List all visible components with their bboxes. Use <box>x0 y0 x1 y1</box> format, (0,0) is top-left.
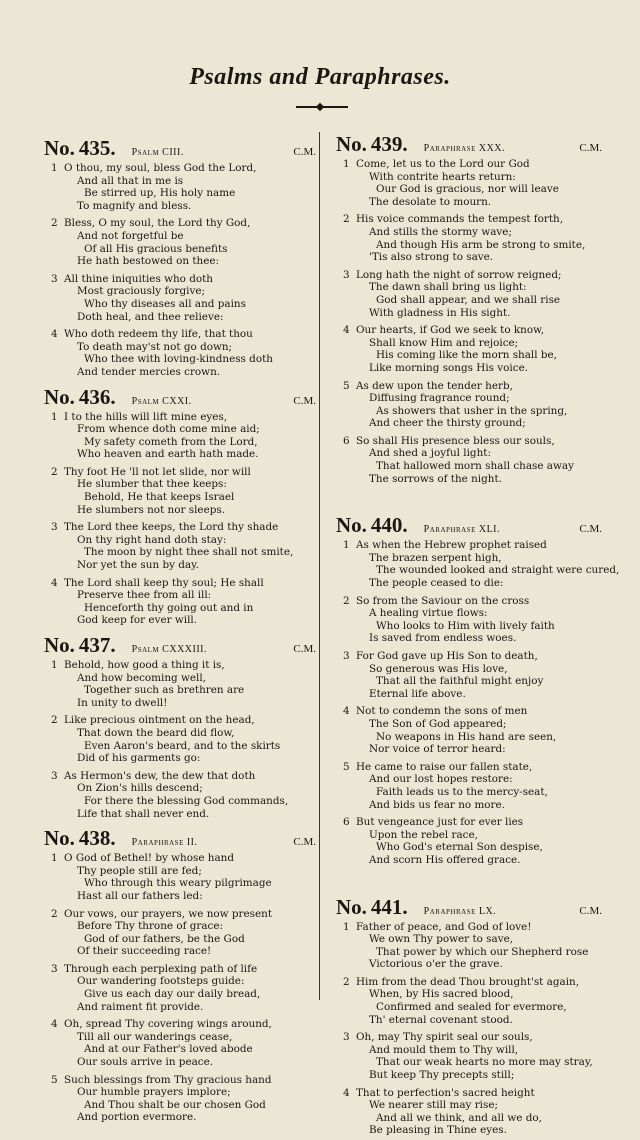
psalm-heading <box>336 513 602 537</box>
verse-line: The brazen serpent high, <box>369 551 502 564</box>
verse-line <box>44 714 316 727</box>
verse-line <box>44 273 316 286</box>
verse-line: Together such as brethren are <box>84 684 245 697</box>
psalm-number-label: No. <box>336 894 367 919</box>
verse-line <box>44 466 316 479</box>
verse-line: Confirmed and sealed for evermore, <box>376 1001 567 1014</box>
psalm-meter: C.M. <box>293 394 316 407</box>
verse-line: Who looks to Him with lively faith <box>376 619 555 632</box>
verse-text: Thy foot He 'll not let slide, nor will <box>64 465 251 478</box>
stanza <box>44 577 316 627</box>
verse-line: On Zion's hills descend; <box>77 782 203 795</box>
stanza <box>44 714 316 764</box>
verse-text: Long hath the night of sorrow reigned; <box>356 268 562 281</box>
verse-line: He slumbers not nor sleeps. <box>77 503 226 516</box>
verse-text: Him from the dead Thou brought'st again, <box>356 975 580 988</box>
verse-line: Nor voice of terror heard: <box>369 743 506 756</box>
stanza <box>44 659 316 709</box>
verse-line: Be pleasing in Thine eyes. <box>369 1124 507 1137</box>
stanza <box>44 908 316 958</box>
verse-line: God of our fathers, be the God <box>84 932 245 945</box>
verse-line: Hast all our fathers led: <box>77 889 203 902</box>
verse-line <box>44 328 316 341</box>
verse-line: He slumber that thee keeps: <box>77 478 227 491</box>
verse-number: 4 <box>51 328 58 341</box>
verse-text: As when the Hebrew prophet raised <box>356 539 547 552</box>
psalm-heading <box>336 895 602 919</box>
verse-text: As dew upon the tender herb, <box>356 379 513 392</box>
stanza <box>44 466 316 516</box>
verse-line: As showers that usher in the spring, <box>376 404 568 417</box>
verse-text: Behold, how good a thing it is, <box>64 659 225 671</box>
verse-line: To magnify and bless. <box>77 199 192 212</box>
verse-number: 1 <box>343 920 350 933</box>
verse-line <box>336 816 602 829</box>
psalm-source: Psalm CXXXIII. <box>131 644 208 655</box>
verse-line: And shed a joyful light: <box>369 447 491 460</box>
stanza <box>44 273 316 323</box>
verse-text: Come, let us to the Lord our God <box>356 158 530 170</box>
verse-line: That our weak hearts no more may stray, <box>376 1056 593 1069</box>
verse-text: Like precious ointment on the head, <box>64 714 255 727</box>
verse-line <box>336 1087 602 1100</box>
verse-line: Who thy diseases all and pains <box>84 297 246 310</box>
verse-line <box>44 521 316 534</box>
verse-text: So shall His presence bless our souls, <box>356 434 555 447</box>
stanza <box>44 963 316 1013</box>
psalm-number-label: No. <box>44 826 75 851</box>
verse-line: Who thee with loving-kindness doth <box>84 353 273 366</box>
verse-number: 4 <box>51 1018 58 1031</box>
verse-line: The dawn shall bring us light: <box>369 281 527 294</box>
psalm-source: Paraphrase XLI. <box>423 524 501 536</box>
verse-line <box>336 269 602 282</box>
column-divider <box>319 132 320 1000</box>
verse-line <box>44 1018 316 1031</box>
verse-line: Of all His gracious benefits <box>84 242 228 255</box>
verse-line: And our lost hopes restore: <box>369 773 513 786</box>
psalm-entry <box>336 895 602 1138</box>
verse-line: And cheer the thirsty ground; <box>369 417 526 430</box>
psalm-number: 438. <box>78 826 116 851</box>
psalm-number: 439. <box>370 132 408 156</box>
verse-line: God keep for ever will. <box>77 614 198 627</box>
verse-text: The Lord shall keep thy soul; He shall <box>64 576 264 589</box>
psalm-heading <box>44 136 316 160</box>
verse-line: The desolate to mourn. <box>369 195 492 208</box>
verse-line: 'Tis also strong to save. <box>369 251 494 264</box>
psalm-meter: C.M. <box>579 904 602 917</box>
verse-line: With contrite hearts return: <box>369 170 516 183</box>
verse-line: Eternal life above. <box>369 687 466 700</box>
verse-number: 2 <box>51 714 58 727</box>
verse-line: Doth heal, and thee relieve: <box>77 310 224 323</box>
psalm-number: 436. <box>78 384 116 409</box>
verse-text: O God of Bethel! by whose hand <box>64 852 235 865</box>
verse-line <box>44 217 316 230</box>
verse-line: That down the beard did flow, <box>77 726 235 739</box>
verse-line: So generous was His love, <box>369 662 508 675</box>
verse-line: Th' eternal covenant stood. <box>369 1013 513 1026</box>
verse-line: That power by which our Shepherd rose <box>376 945 589 958</box>
stanza <box>336 158 602 208</box>
psalm-source: Paraphrase XXX. <box>423 143 506 154</box>
psalm-source: Psalm CIII. <box>131 147 184 158</box>
psalm-heading <box>44 826 316 850</box>
verse-line: A healing virtue flows: <box>369 607 488 620</box>
verse-number: 1 <box>343 539 350 552</box>
verse-line <box>44 770 316 783</box>
stanza <box>336 1031 602 1081</box>
stanza <box>336 761 602 811</box>
psalm-number-label: No. <box>336 513 367 538</box>
verse-line: Upon the rebel race, <box>369 828 478 841</box>
verse-number: 3 <box>51 272 58 285</box>
verse-line <box>336 650 602 663</box>
verse-line: Give us each day our daily bread, <box>84 988 261 1001</box>
verse-line <box>336 380 602 393</box>
verse-line: The Son of God appeared; <box>369 717 507 730</box>
verse-line: Our souls arrive in peace. <box>77 1056 214 1069</box>
stanza <box>336 595 602 645</box>
stanza <box>44 770 316 820</box>
psalm-source: Paraphrase LX. <box>423 905 497 917</box>
verse-line <box>336 595 602 608</box>
verse-line: The wounded looked and straight were cured, <box>376 564 620 577</box>
verse-number: 1 <box>51 410 58 423</box>
verse-number: 5 <box>343 760 350 773</box>
verse-line: Be stirred up, His holy name <box>84 187 236 200</box>
verse-line <box>336 435 602 448</box>
stanza <box>336 324 602 374</box>
verse-line: That hallowed morn shall chase away <box>376 460 574 473</box>
verse-line <box>336 213 602 226</box>
verse-text: I to the hills will lift mine eyes, <box>64 410 228 423</box>
verse-line <box>44 577 316 590</box>
verse-number: 1 <box>51 162 58 174</box>
stanza <box>44 1074 316 1124</box>
verse-line <box>44 1074 316 1087</box>
verse-line: Is saved from endless woes. <box>369 632 517 645</box>
stanza <box>336 539 620 590</box>
stanza <box>336 435 602 485</box>
verse-line: Faith leads us to the mercy-seat, <box>376 785 548 798</box>
psalm-source: Psalm CXXI. <box>131 395 192 407</box>
verse-number: 2 <box>343 594 350 607</box>
verse-line: Who heaven and earth hath made. <box>77 448 259 461</box>
verse-number: 4 <box>343 705 350 718</box>
verse-number: 2 <box>343 213 350 226</box>
verse-text: His voice commands the tempest forth, <box>356 213 564 226</box>
verse-text: Our vows, our prayers, we now present <box>64 907 273 920</box>
stanza <box>336 1087 602 1137</box>
verse-number: 3 <box>343 268 350 281</box>
verse-line: Even Aaron's beard, and to the skirts <box>84 739 281 752</box>
verse-text: Through each perplexing path of life <box>64 962 258 975</box>
psalm-number-label: No. <box>44 633 75 657</box>
stanza <box>44 162 316 212</box>
verse-line <box>44 411 316 424</box>
verse-line: And scorn His offered grace. <box>369 853 521 866</box>
verse-line <box>44 852 316 865</box>
psalm-meter: C.M. <box>293 146 316 158</box>
verse-line: For there the blessing God commands, <box>84 794 289 807</box>
verse-line: And how becoming well, <box>77 671 206 684</box>
verse-line <box>336 705 602 718</box>
psalm-number-label: No. <box>336 132 367 156</box>
verse-line: The people ceased to die: <box>369 577 504 590</box>
verse-number: 2 <box>343 975 350 988</box>
psalm-heading <box>44 385 316 409</box>
verse-line: And all we think, and all we do, <box>376 1111 542 1124</box>
verse-line: And raiment fit provide. <box>77 1000 204 1013</box>
verse-line: Nor yet the sun by day. <box>77 559 199 572</box>
verse-line: That all the faithful might enjoy <box>376 675 544 688</box>
verse-text: Our hearts, if God we seek to know, <box>356 324 545 337</box>
verse-line: And though His arm be strong to smite, <box>376 238 586 251</box>
verse-number: 1 <box>51 852 58 865</box>
verse-text: Not to condemn the sons of men <box>356 705 528 718</box>
stanza <box>336 269 602 319</box>
verse-text: The Lord thee keeps, the Lord thy shade <box>64 521 279 534</box>
psalm-meter: C.M. <box>579 142 602 154</box>
verse-line: God shall appear, and we shall rise <box>376 293 561 306</box>
psalm-number: 437. <box>78 633 116 657</box>
verse-text: Bless, O my soul, the Lord thy God, <box>64 217 251 230</box>
verse-line: Victorious o'er the grave. <box>369 958 503 971</box>
verse-line: But keep Thy precepts still; <box>369 1069 515 1082</box>
verse-text: He came to raise our fallen state, <box>356 760 533 773</box>
verse-line: With gladness in His sight. <box>369 306 511 319</box>
verse-line <box>336 324 602 337</box>
verse-line: Of their succeeding race! <box>77 945 212 958</box>
verse-line <box>336 158 602 171</box>
stanza <box>336 213 602 263</box>
verse-line <box>44 908 316 921</box>
psalm-entry <box>44 826 316 1124</box>
verse-line: And tender mercies crown. <box>77 365 221 378</box>
verse-line <box>336 976 602 989</box>
verse-line: The moon by night thee shall not smite, <box>84 546 294 559</box>
verse-text: Oh, spread Thy covering wings around, <box>64 1018 272 1031</box>
psalm-meter: C.M. <box>579 523 602 536</box>
verse-number: 3 <box>343 650 350 662</box>
verse-line: The sorrows of the night. <box>369 472 502 485</box>
stanza <box>336 816 602 866</box>
verse-number: 4 <box>343 324 350 337</box>
verse-number: 4 <box>343 1086 350 1099</box>
verse-line: And mould them to Thy will, <box>369 1043 519 1056</box>
verse-line: And Thou shalt be our chosen God <box>84 1098 266 1111</box>
verse-number: 1 <box>343 158 350 170</box>
verse-line <box>44 162 316 175</box>
verse-text: For God gave up His Son to death, <box>356 650 538 662</box>
verse-line: We own Thy power to save, <box>369 933 514 946</box>
verse-number: 6 <box>343 434 350 447</box>
verse-line: On thy right hand doth stay: <box>77 533 227 546</box>
psalm-entry <box>44 136 316 379</box>
verse-number: 5 <box>51 1073 58 1086</box>
verse-number: 2 <box>51 907 58 920</box>
verse-number: 2 <box>51 217 58 230</box>
verse-line: Life that shall never end. <box>77 807 210 820</box>
verse-text: But vengeance just for ever lies <box>356 816 524 829</box>
verse-line: Who God's eternal Son despise, <box>376 841 543 854</box>
header-ornament-diamond <box>316 103 324 111</box>
page-header: Psalms and Paraphrases. <box>189 64 451 90</box>
verse-line: And stills the stormy wave; <box>369 225 512 238</box>
verse-line: Behold, He that keeps Israel <box>84 491 235 504</box>
psalm-number: 435. <box>78 136 116 160</box>
stanza <box>336 650 602 700</box>
psalm-entry <box>44 633 316 820</box>
verse-line: Till all our wanderings cease, <box>77 1030 233 1043</box>
verse-line: Our humble prayers implore; <box>77 1086 231 1099</box>
verse-line: And all that in me is <box>77 174 184 187</box>
verse-number: 5 <box>343 379 350 392</box>
stanza <box>336 921 602 971</box>
psalm-meter: C.M. <box>293 836 316 849</box>
verse-text: So from the Saviour on the cross <box>356 594 530 607</box>
verse-text: Who doth redeem thy life, that thou <box>64 328 253 341</box>
psalm-heading <box>336 132 602 156</box>
stanza <box>44 852 316 902</box>
verse-line <box>44 963 316 976</box>
verse-line: Preserve thee from all ill: <box>77 589 212 602</box>
psalm-source: Paraphrase II. <box>131 837 198 849</box>
verse-text: As Hermon's dew, the dew that doth <box>64 769 256 782</box>
verse-number: 3 <box>343 1031 350 1044</box>
verse-line <box>336 539 602 552</box>
verse-number: 3 <box>51 769 58 782</box>
verse-number: 3 <box>51 962 58 975</box>
verse-line: Before Thy throne of grace: <box>77 920 224 933</box>
verse-line: In unity to dwell! <box>77 696 168 709</box>
verse-line: He hath bestowed on thee: <box>77 255 220 268</box>
verse-text: Such blessings from Thy gracious hand <box>64 1073 272 1086</box>
verse-text: All thine iniquities who doth <box>64 272 213 285</box>
verse-line: Most graciously forgive; <box>77 285 206 298</box>
stanza <box>44 521 316 571</box>
right-column <box>336 132 620 1140</box>
verse-line: We nearer still may rise; <box>369 1099 498 1112</box>
verse-line: Our wandering footsteps guide: <box>77 975 245 988</box>
verse-text: Father of peace, and God of love! <box>356 920 532 933</box>
verse-line: His coming like the morn shall be, <box>376 349 557 362</box>
stanza <box>336 380 602 430</box>
verse-line <box>336 761 602 774</box>
psalm-meter: C.M. <box>293 643 316 655</box>
verse-line: Shall know Him and rejoice; <box>369 336 519 349</box>
stanza <box>44 217 316 267</box>
verse-line: From whence doth come mine aid; <box>77 423 260 436</box>
stanza <box>44 328 316 378</box>
verse-line: And bids us fear no more. <box>369 798 505 811</box>
verse-number: 4 <box>51 576 58 589</box>
verse-line: Diffusing fragrance round; <box>369 392 510 405</box>
verse-text: That to perfection's sacred height <box>356 1086 535 1099</box>
verse-line <box>44 659 316 672</box>
verse-line <box>336 1031 602 1044</box>
verse-line: And at our Father's loved abode <box>84 1043 253 1056</box>
verse-line: And portion evermore. <box>77 1111 197 1124</box>
stanza <box>336 705 602 755</box>
psalm-heading <box>44 633 316 657</box>
verse-line: When, by His sacred blood, <box>369 988 514 1001</box>
verse-line: And not forgetful be <box>77 229 184 242</box>
verse-line: Who through this weary pilgrimage <box>84 877 272 890</box>
psalm-number-label: No. <box>44 384 75 409</box>
verse-line: Our God is gracious, nor will leave <box>376 183 559 196</box>
verse-line: To death may'st not go down; <box>77 340 233 353</box>
psalm-number: 440. <box>370 513 408 538</box>
left-column <box>44 136 316 1127</box>
stanza <box>44 411 316 461</box>
psalm-number-label: No. <box>44 136 75 160</box>
psalm-entry <box>44 385 316 628</box>
verse-line: Thy people still are fed; <box>77 864 202 877</box>
verse-number: 2 <box>51 465 58 478</box>
stanza <box>44 1018 316 1068</box>
verse-number: 1 <box>51 659 58 671</box>
verse-text: O thou, my soul, bless God the Lord, <box>64 162 257 174</box>
verse-line: Henceforth thy going out and in <box>84 601 254 614</box>
verse-line: My safety cometh from the Lord, <box>84 435 258 448</box>
verse-number: 3 <box>51 521 58 534</box>
psalm-entry <box>336 132 602 485</box>
verse-number: 6 <box>343 816 350 829</box>
verse-line: Did of his garments go: <box>77 752 201 765</box>
verse-line: Like morning songs His voice. <box>369 361 529 374</box>
stanza <box>336 976 602 1026</box>
verse-line: No weapons in His hand are seen, <box>376 730 557 743</box>
verse-text: Oh, may Thy spirit seal our souls, <box>356 1031 533 1044</box>
psalm-entry <box>336 513 620 866</box>
verse-line <box>336 921 602 934</box>
psalm-number: 441. <box>370 894 408 919</box>
